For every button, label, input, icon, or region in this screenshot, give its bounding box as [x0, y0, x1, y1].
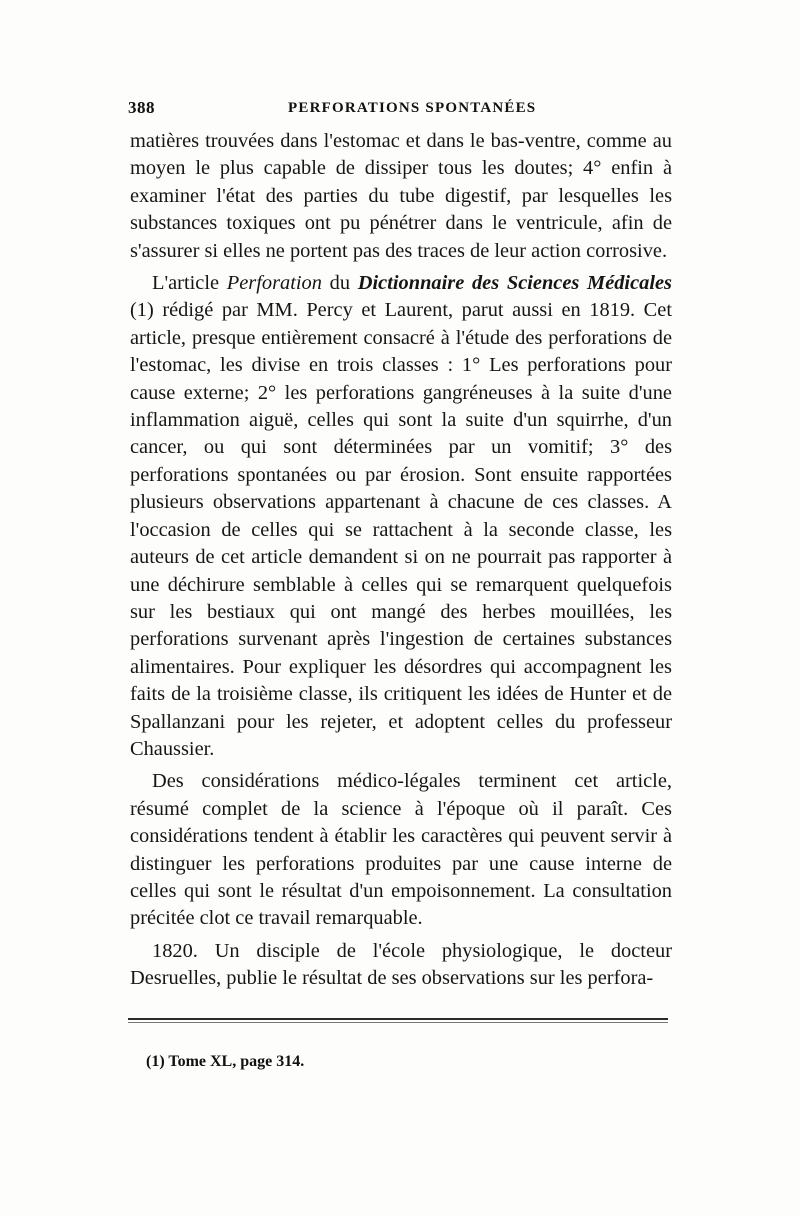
- paragraph-2: [130, 270, 672, 763]
- paragraph-3: Des considérations médico-légales terminent cet article, résumé complet de la science à l'époque où il paraît. Ces considérations tendent à établir les caractères qui peuvent servir à distinguer les perforations produites par une cause interne de celles qui sont le résultat d'un empoisonnement. La consultation précitée clot ce travail remarquable.: [130, 770, 672, 930]
- footnote: (1) Tome XL, page 314.: [146, 1053, 305, 1070]
- footnote-rule: [128, 1018, 668, 1020]
- perforation-term: Perforation: [226, 272, 322, 295]
- paragraph-2-rest: (1) rédigé par MM. Percy et Laurent, parut aussi en 1819. Cet article, presque entièrement consacré à l'étude des perforations de l'estomac, les divise en trois classes : 1° Les perforations pour cause externe; 2° les perforations gangréneuses à la suite d'une inflammation aiguë, celles qui sont la suite d'un squirrhe, d'un cancer, ou qui sont déterminées par un vomitif; 3° des perforations spontanées ou par érosion. Sont ensuite rapportées plusieurs observations appartenant à chacune de ces classes. A l'occasion de celles qui se rattachent à la seconde classe, les auteurs de cet article demandent si on ne pourrait pas rapporter à une déchirure semblable à celles qui se remarquent quelquefois sur les bestiaux qui ont mangé des herbes mouillées, les perforations survenant après l'ingestion de certaines substances alimentaires. Pour expliquer les désordres qui accompagnent les faits de la troisième classe, ils critiquent les idées de Hunter et de Spallanzani pour les rejeter, et adoptent celles du professeur Chaussier.: [130, 299, 672, 760]
- footnote-rule-thin: [128, 1022, 668, 1023]
- body-text: [130, 128, 672, 993]
- paragraph-2-mid: du: [321, 272, 358, 295]
- paragraph-1: matières trouvées dans l'estomac et dans le bas-ventre, comme au moyen le plus capable de dissiper tous les doutes; 4° enfin à examiner l'état des parties du tube digestif, par lesquelles les substances toxiques ont pu pénétrer dans le ventricule, afin de s'assurer si elles ne portent pas des traces de leur action corrosive.: [130, 130, 672, 262]
- page-number: 388: [128, 98, 155, 117]
- paragraph-2-start: L'article: [152, 272, 227, 295]
- paragraph-4: 1820. Un disciple de l'école physiologique, le docteur Desruelles, publie le résultat de ses observations sur les perfora-: [130, 939, 672, 990]
- page-header: [128, 98, 673, 122]
- dictionary-title: Dictionnaire des Sciences Médicales: [357, 272, 672, 295]
- running-title: PERFORATIONS SPONTANÉES: [288, 100, 537, 116]
